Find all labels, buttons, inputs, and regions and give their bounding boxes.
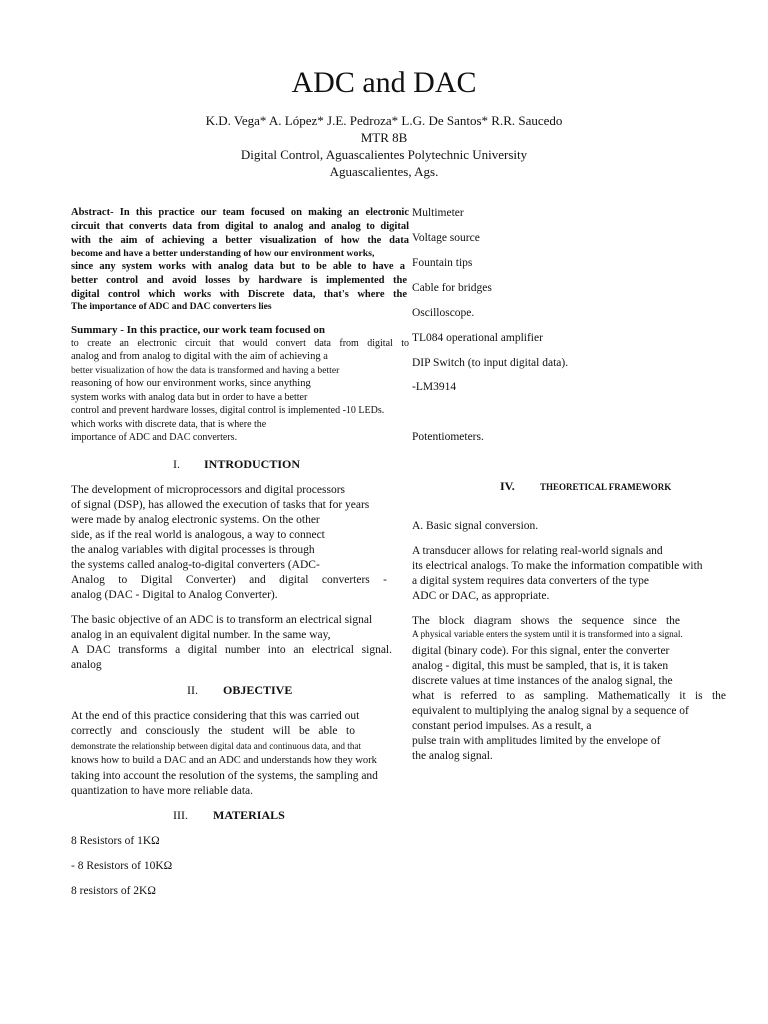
abstract-line: since any system works with analog data but to be able to have a xyxy=(71,261,405,272)
list-item: -LM3914 xyxy=(412,381,457,393)
abstract-line: digital control which works with Discrete data, that's where the xyxy=(71,289,407,300)
abstract-line: become and have a better understanding of how our environment works, xyxy=(71,248,375,259)
summary-line: better visualization of how the data is transformed and having a better xyxy=(71,365,340,376)
section-number: II. xyxy=(187,683,198,697)
subsection-heading: A. Basic signal conversion. xyxy=(412,520,539,532)
list-item: - 8 Resistors of 10KΩ xyxy=(71,860,173,872)
list-item: Multimeter xyxy=(412,207,464,219)
text-line: its electrical analogs. To make the information compatible with xyxy=(412,560,703,572)
abstract-line: better control and avoid losses by hardware is implemented the xyxy=(71,275,407,286)
text-line: quantization to have more reliable data. xyxy=(71,785,254,797)
group-label: MTR 8B xyxy=(360,130,408,145)
text-line: analog - digital, this must be sampled, that is, it is taken xyxy=(412,660,669,672)
summary-line: Summary - In this practice, our work team focused on xyxy=(71,324,326,336)
abstract-line: Abstract- In this practice our team focused on making an electronic xyxy=(71,207,409,218)
location: Aguascalientes, Ags. xyxy=(329,164,439,179)
text-line: constant period impulses. As a result, a xyxy=(412,720,592,732)
text-line: correctly and consciously the student will be able to xyxy=(71,725,355,737)
text-line: a digital system requires data converters of the type xyxy=(412,575,649,587)
list-item: 8 Resistors of 1KΩ xyxy=(71,835,160,847)
text-line: taking into account the resolution of the systems, the sampling and xyxy=(71,770,378,782)
text-line: analog (DAC - Digital to Analog Converter). xyxy=(71,589,278,601)
summary-line: analog and from analog to digital with the aim of achieving a xyxy=(71,351,328,362)
list-item: TL084 operational amplifier xyxy=(412,332,543,344)
text-line: equivalent to multiplying the analog signal by a sequence of xyxy=(412,705,689,717)
summary-line: importance of ADC and DAC converters. xyxy=(71,432,238,443)
section-heading-objective xyxy=(187,683,292,697)
list-item: Cable for bridges xyxy=(412,282,492,294)
summary-line: control and prevent hardware losses, digital control is implemented -10 LEDs. xyxy=(71,405,385,416)
summary-line: system works with analog data but in order to have a better xyxy=(71,392,308,403)
summary-line: which works with discrete data, that is where the xyxy=(71,419,267,430)
section-heading-introduction xyxy=(173,457,300,471)
text-line: discrete values at time instances of the analog signal, the xyxy=(412,675,673,687)
abstract-line: with the aim of achieving a better visualization of how the data xyxy=(71,235,409,246)
paper-title: ADC and DAC xyxy=(291,66,477,99)
text-line: At the end of this practice considering that this was carried out xyxy=(71,710,360,722)
text-line: The basic objective of an ADC is to transform an electrical signal xyxy=(71,614,373,626)
text-line: the systems called analog-to-digital converters (ADC- xyxy=(71,559,320,571)
text-line: A physical variable enters the system until it is transformed into a signal. xyxy=(412,630,683,640)
section-heading-theoretical-framework xyxy=(500,479,671,494)
text-line: A DAC transforms a digital number into an electrical signal. xyxy=(71,644,392,656)
list-item: Oscilloscope. xyxy=(412,307,475,319)
list-item: 8 resistors of 2KΩ xyxy=(71,885,156,897)
text-line: A transducer allows for relating real-world signals and xyxy=(412,545,663,557)
text-line: The development of microprocessors and digital processors xyxy=(71,484,346,496)
text-line: demonstrate the relationship between digital data and continuous data, and that xyxy=(71,741,362,751)
list-item: Voltage source xyxy=(412,232,480,244)
list-item: Fountain tips xyxy=(412,257,473,269)
list-item: Potentiometers. xyxy=(412,431,484,443)
section-heading-materials xyxy=(173,808,285,822)
section-number: III. xyxy=(173,808,188,822)
text-line: were made by analog electronic systems. On the other xyxy=(71,514,320,526)
text-line: what is referred to as sampling. Mathematically it is the xyxy=(412,690,726,702)
text-line: side, as if the real world is analogous, a way to connect xyxy=(71,529,325,541)
list-item: DIP Switch (to input digital data). xyxy=(412,357,569,369)
text-line: analog in an equivalent digital number. In the same way, xyxy=(71,629,331,641)
text-line: Analog to Digital Converter) and digital converters - xyxy=(71,574,387,586)
section-title: INTRODUCTION xyxy=(204,457,301,471)
author-list: K.D. Vega* A. López* J.E. Pedroza* L.G. De Santos* R.R. Saucedo xyxy=(205,113,563,128)
section-number: I. xyxy=(173,457,180,471)
summary-line: to create an electronic circuit that would convert data from digital to xyxy=(71,338,409,349)
text-line: digital (binary code). For this signal, enter the converter xyxy=(412,645,670,657)
text-line: pulse train with amplitudes limited by the envelope of xyxy=(412,735,661,747)
text-line: The block diagram shows the sequence since the xyxy=(412,615,680,627)
text-line: of signal (DSP), has allowed the execution of tasks that for years xyxy=(71,499,370,511)
text-line: analog xyxy=(71,659,102,671)
abstract-line: The importance of ADC and DAC converters lies xyxy=(71,301,272,312)
abstract-line: circuit that converts data from digital to analog and analog to digital xyxy=(71,221,409,232)
section-number: IV. xyxy=(500,479,515,493)
affiliation: Digital Control, Aguascalientes Polytechnic University xyxy=(240,147,528,162)
text-line: ADC or DAC, as appropriate. xyxy=(412,590,550,602)
section-title: MATERIALS xyxy=(213,808,285,822)
section-title: THEORETICAL FRAMEWORK xyxy=(540,482,672,492)
section-title: OBJECTIVE xyxy=(223,683,293,697)
summary-line: reasoning of how our environment works, since anything xyxy=(71,378,311,389)
text-line: the analog signal. xyxy=(412,750,493,762)
text-line: knows how to build a DAC and an ADC and understands how they work xyxy=(71,755,377,766)
text-line: the analog variables with digital processes is through xyxy=(71,544,315,556)
